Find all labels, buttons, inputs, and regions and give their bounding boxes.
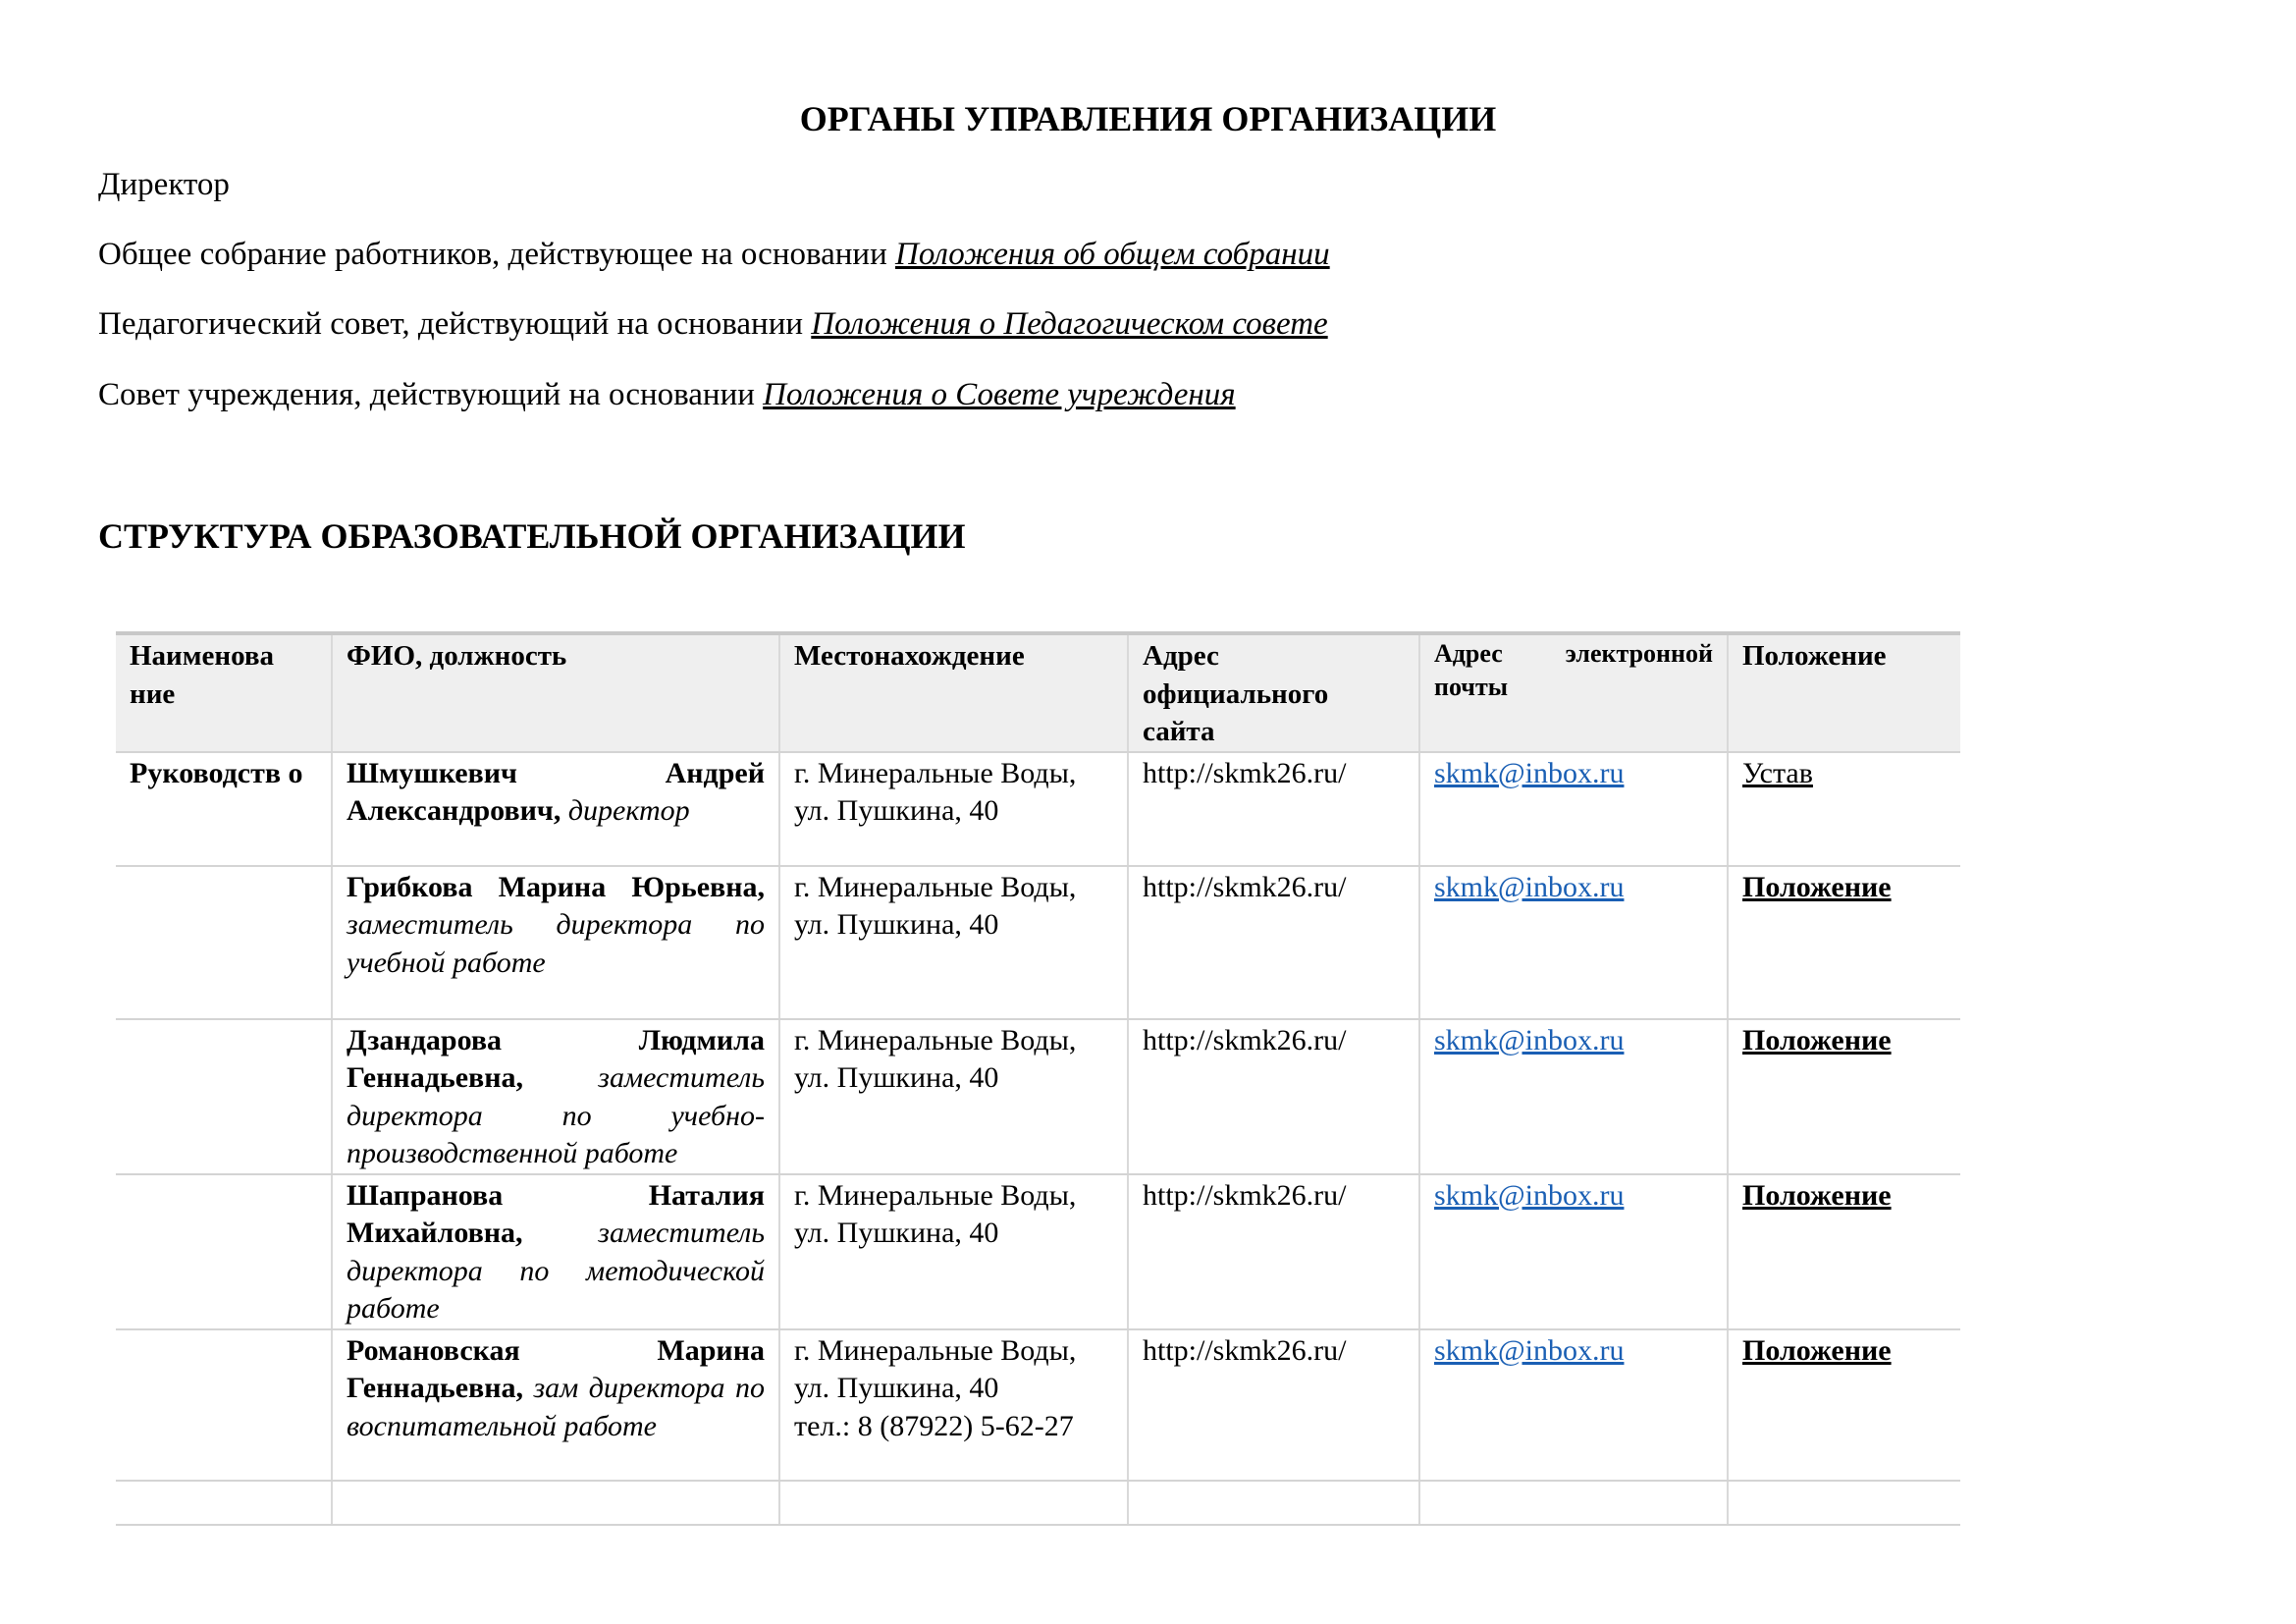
email-link[interactable]: skmk@inbox.ru	[1434, 870, 1625, 903]
email-cell	[1419, 1019, 1728, 1174]
person-position: директор	[567, 794, 690, 827]
pedagogical-council-regulation-link[interactable]: Положения о Педагогическом совете	[811, 306, 1328, 342]
body-text: Общее собрание работников, действующее на основании	[98, 237, 895, 272]
person-name: Шмушкевич Андрей Александрович,	[347, 756, 765, 827]
document-cell	[1728, 866, 1960, 1019]
site-cell	[1128, 1019, 1419, 1174]
email-link[interactable]: skmk@inbox.ru	[1434, 1333, 1625, 1367]
site-cell	[1128, 752, 1419, 866]
person-name: Шапранова Наталия Михайловна,	[347, 1178, 765, 1249]
unit-cell	[116, 1174, 332, 1329]
body-text: Педагогический совет, действующий на основании	[98, 306, 812, 342]
document-cell	[1728, 1019, 1960, 1174]
location-cell	[779, 752, 1128, 866]
body-institution-council	[98, 377, 1236, 413]
site-url: http://skmk26.ru/	[1143, 1333, 1347, 1367]
site-cell	[1128, 1174, 1419, 1329]
person-cell	[332, 1019, 779, 1174]
table-row	[116, 1019, 1960, 1174]
document-link[interactable]: Положение	[1742, 1333, 1892, 1367]
column-header: Положение	[1728, 633, 1960, 752]
body-general-meeting	[98, 237, 1330, 273]
phone: тел.: 8 (87922) 5-62-27	[794, 1409, 1074, 1442]
structure-table	[116, 631, 1960, 1526]
location-cell	[779, 1174, 1128, 1329]
person-cell	[332, 1174, 779, 1329]
site-url: http://skmk26.ru/	[1143, 1023, 1347, 1056]
email-cell	[1419, 1329, 1728, 1481]
email-link[interactable]: skmk@inbox.ru	[1434, 1023, 1625, 1056]
location: г. Минеральные Воды, ул. Пушкина, 40	[794, 1333, 1077, 1404]
empty-table-row	[116, 1481, 1960, 1525]
person-position: заместитель директора по методической работе	[347, 1217, 765, 1325]
person-position: зам директора по воспитательной работе	[347, 1372, 765, 1442]
empty-cell	[1728, 1481, 1960, 1525]
person-cell	[332, 752, 779, 866]
unit-cell	[116, 866, 332, 1019]
general-meeting-regulation-link[interactable]: Положения об общем собрании	[895, 237, 1330, 272]
column-header: ФИО, должность	[332, 633, 779, 752]
empty-cell	[1128, 1481, 1419, 1525]
site-url: http://skmk26.ru/	[1143, 1178, 1347, 1212]
location: г. Минеральные Воды, ул. Пушкина, 40	[794, 756, 1077, 827]
person-name: Дзандарова Людмила Геннадьевна,	[347, 1023, 765, 1094]
email-link[interactable]: skmk@inbox.ru	[1434, 756, 1625, 789]
location-cell	[779, 1329, 1128, 1481]
empty-cell	[332, 1481, 779, 1525]
institution-council-regulation-link[interactable]: Положения о Совете учреждения	[763, 377, 1236, 412]
unit-cell	[116, 1329, 332, 1481]
document-link[interactable]: Положение	[1742, 1023, 1892, 1056]
column-header: Местонахождение	[779, 633, 1128, 752]
person-cell	[332, 1329, 779, 1481]
table-row	[116, 1329, 1960, 1481]
table-row	[116, 752, 1960, 866]
body-text: Совет учреждения, действующий на основании	[98, 377, 764, 412]
unit-name: Руководств о	[130, 756, 303, 789]
column-header: Наименова ние	[116, 633, 332, 752]
location: г. Минеральные Воды, ул. Пушкина, 40	[794, 870, 1077, 941]
structure-heading: СТРУКТУРА ОБРАЗОВАТЕЛЬНОЙ ОРГАНИЗАЦИИ	[98, 516, 966, 556]
location: г. Минеральные Воды, ул. Пушкина, 40	[794, 1023, 1077, 1094]
empty-cell	[116, 1481, 332, 1525]
document-cell	[1728, 1174, 1960, 1329]
body-text: Директор	[98, 167, 230, 202]
location: г. Минеральные Воды, ул. Пушкина, 40	[794, 1178, 1077, 1249]
document-link[interactable]: Положение	[1742, 870, 1892, 903]
empty-cell	[779, 1481, 1128, 1525]
email-cell	[1419, 1174, 1728, 1329]
site-url: http://skmk26.ru/	[1143, 870, 1347, 903]
person-name: Романовская Марина Геннадьевна,	[347, 1333, 765, 1404]
location-cell	[779, 1019, 1128, 1174]
table-row	[116, 1174, 1960, 1329]
column-header: Адрес электронной почты	[1419, 633, 1728, 752]
email-cell	[1419, 752, 1728, 866]
site-cell	[1128, 866, 1419, 1019]
unit-cell	[116, 1019, 332, 1174]
document-link[interactable]: Положение	[1742, 1178, 1892, 1212]
column-header: Адрес официального сайта	[1128, 633, 1419, 752]
body-director	[98, 167, 230, 203]
person-position: заместитель директора по учебной работе	[347, 908, 765, 979]
document-link[interactable]: Устав	[1742, 756, 1813, 789]
table-header-row	[116, 633, 1960, 752]
person-name: Грибкова Марина Юрьевна,	[347, 870, 765, 903]
person-position: заместитель директора по учебно-производственной работе	[347, 1061, 765, 1169]
site-cell	[1128, 1329, 1419, 1481]
location-cell	[779, 866, 1128, 1019]
unit-cell	[116, 752, 332, 866]
email-link[interactable]: skmk@inbox.ru	[1434, 1178, 1625, 1212]
email-cell	[1419, 866, 1728, 1019]
body-pedagogical-council	[98, 306, 1328, 343]
person-cell	[332, 866, 779, 1019]
site-url: http://skmk26.ru/	[1143, 756, 1347, 789]
empty-cell	[1419, 1481, 1728, 1525]
document-cell	[1728, 1329, 1960, 1481]
page-title: ОРГАНЫ УПРАВЛЕНИЯ ОРГАНИЗАЦИИ	[799, 99, 1497, 138]
document-cell	[1728, 752, 1960, 866]
table-row	[116, 866, 1960, 1019]
